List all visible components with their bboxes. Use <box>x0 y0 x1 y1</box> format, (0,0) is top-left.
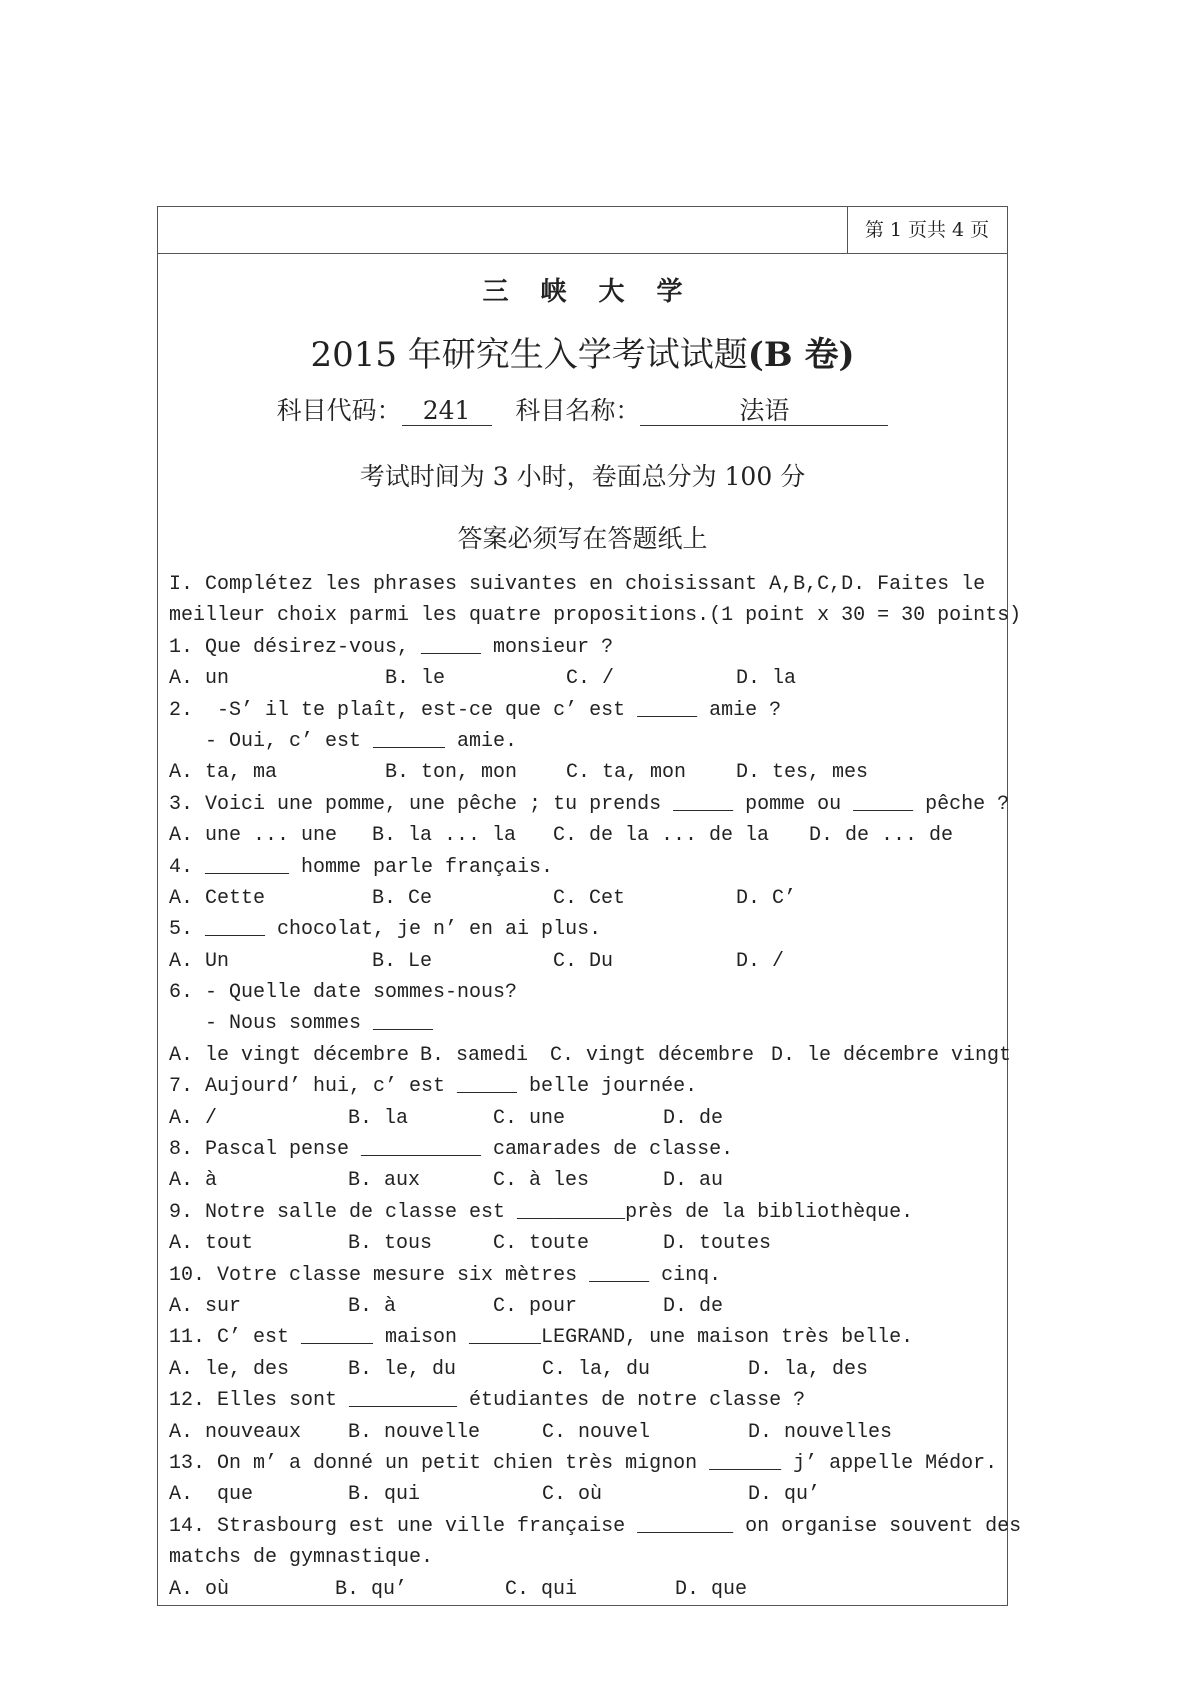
option-c: C. de la ... de la <box>553 824 770 848</box>
option-d: D. que <box>675 1577 748 1601</box>
options-row <box>169 1040 1012 1071</box>
option-c: C. la, du <box>542 1357 651 1381</box>
options-row <box>169 663 999 694</box>
question-line: 13. On m’ a donné un petit chien très mignon ______ j’ appelle Médor. <box>169 1451 998 1475</box>
university-char: 学 <box>656 277 683 307</box>
option-b: B. aux <box>348 1169 421 1193</box>
option-d: D. au <box>663 1169 724 1193</box>
option-a: A. où <box>169 1577 230 1601</box>
options-row <box>169 1417 999 1448</box>
option-c: C. toute <box>493 1232 590 1256</box>
option-b: B. la <box>348 1106 409 1130</box>
option-c: C. ta, mon <box>566 761 687 785</box>
question-line: 14. Strasbourg est une ville française ________ on organise souvent des <box>169 1514 1022 1538</box>
question-line: 2. -S’ il te plaît, est-ce que c’ est _____ amie ? <box>169 698 782 722</box>
question-line: 3. Voici une pomme, une pêche ; tu prends _____ pomme ou _____ pêche ? <box>169 792 1010 816</box>
question-line: 7. Aujourd’ hui, c’ est _____ belle journée. <box>169 1075 698 1099</box>
option-a: A. nouveaux <box>169 1420 302 1444</box>
exam-title-main: 2015 年研究生入学考试试题 <box>310 335 748 375</box>
options-row <box>169 757 999 788</box>
option-d: D. de <box>663 1106 724 1130</box>
question-line: 1. Que désirez-vous, _____ monsieur ? <box>169 635 614 659</box>
option-b: B. à <box>348 1294 397 1318</box>
page-number: 第 1 页共 4 页 <box>864 219 990 241</box>
option-a: A. une ... une <box>169 824 338 848</box>
question-line: 5. _____ chocolat, je n’ en ai plus. <box>169 918 602 942</box>
exam-title <box>158 327 1007 376</box>
answer-notice: 答案必须写在答题纸上 <box>457 524 708 553</box>
option-b: B. Ce <box>372 886 433 910</box>
question-line: 6. - Quelle date sommes-nous? <box>169 981 518 1005</box>
option-b: B. la ... la <box>372 824 517 848</box>
question-line: 4. _______ homme parle français. <box>169 855 554 879</box>
option-d: D. qu’ <box>748 1483 821 1507</box>
option-c: C. qui <box>505 1577 578 1601</box>
option-a: A. un <box>169 667 230 691</box>
question-line: 11. C’ est ______ maison ______LEGRAND, une maison très belle. <box>169 1326 914 1350</box>
option-b: B. Le <box>372 949 433 973</box>
option-d: D. de ... de <box>809 824 954 848</box>
question-line: 9. Notre salle de classe est _________près de la bibliothèque. <box>169 1200 914 1224</box>
options-row <box>169 946 999 977</box>
option-d: D. de <box>663 1294 724 1318</box>
option-c: C. / <box>566 667 615 691</box>
university-char: 峡 <box>540 277 567 307</box>
university-char: 大 <box>598 277 625 307</box>
subject-name: 法语 <box>640 397 888 426</box>
option-a: A. / <box>169 1106 218 1130</box>
subject-name-label: 科目名称： <box>515 396 641 425</box>
option-c: C. Du <box>553 949 614 973</box>
option-b: B. tous <box>348 1232 433 1256</box>
question-line: 10. Votre classe mesure six mètres _____ cinq. <box>169 1263 722 1287</box>
option-d: D. la, des <box>748 1357 869 1381</box>
university-name <box>158 271 1007 308</box>
option-c: C. à les <box>493 1169 590 1193</box>
option-c: C. Cet <box>553 886 626 910</box>
option-a: A. le, des <box>169 1357 290 1381</box>
option-d: D. tes, mes <box>736 761 869 785</box>
subject-code-label: 科目代码： <box>276 396 402 425</box>
exam-title-suffix: (B 卷) <box>747 335 855 375</box>
question-line: 8. Pascal pense __________ camarades de classe. <box>169 1138 734 1162</box>
question-section <box>169 569 1022 1605</box>
options-row <box>169 820 999 851</box>
option-b: B. qui <box>348 1483 421 1507</box>
options-row <box>169 1165 999 1196</box>
instruction-line: I. Complétez les phrases suivantes en choisissant A,B,C,D. Faites le <box>169 573 986 596</box>
option-a: A. à <box>169 1169 218 1193</box>
options-row <box>169 1103 999 1134</box>
options-row <box>169 1228 999 1259</box>
option-a: A. ta, ma <box>169 761 278 785</box>
option-b: B. le <box>385 667 446 691</box>
option-a: A. Un <box>169 949 230 973</box>
options-row <box>169 883 999 914</box>
option-d: D. nouvelles <box>748 1420 893 1444</box>
header-divider <box>158 253 1007 254</box>
instruction-line: meilleur choix parmi les quatre propositions.(1 point x 30 = 30 points) <box>169 604 1022 628</box>
option-b: B. samedi <box>420 1043 529 1067</box>
option-c: C. vingt décembre <box>550 1043 755 1067</box>
question-line: 12. Elles sont _________ étudiantes de notre classe ? <box>169 1389 806 1413</box>
option-b: B. ton, mon <box>385 761 518 785</box>
option-d: D. toutes <box>663 1232 772 1256</box>
option-d: D. C’ <box>736 886 797 910</box>
subject-code: 241 <box>402 397 492 426</box>
option-b: B. nouvelle <box>348 1420 481 1444</box>
option-c: C. une <box>493 1106 566 1130</box>
option-b: B. le, du <box>348 1357 457 1381</box>
exam-info: 考试时间为 3 小时，卷面总分为 100 分 <box>359 462 806 491</box>
option-a: A. tout <box>169 1232 254 1256</box>
question-line: matchs de gymnastique. <box>169 1546 434 1570</box>
option-d: D. / <box>736 949 785 973</box>
options-row <box>169 1479 999 1510</box>
option-c: C. nouvel <box>542 1420 651 1444</box>
option-c: C. où <box>542 1483 603 1507</box>
exam-page-frame <box>157 206 1022 1606</box>
option-d: D. la <box>736 667 797 691</box>
subject-line <box>158 391 1007 427</box>
options-row <box>169 1574 999 1605</box>
option-a: A. Cette <box>169 886 266 910</box>
option-a: A. le vingt décembre <box>169 1043 410 1067</box>
option-a: A. sur <box>169 1294 242 1318</box>
option-a: A. que <box>169 1483 254 1507</box>
question-line: - Nous sommes _____ <box>169 1012 434 1036</box>
question-line: - Oui, c’ est ______ amie. <box>169 729 518 753</box>
options-row <box>169 1354 999 1385</box>
options-row <box>169 1291 999 1322</box>
option-d: D. le décembre vingt <box>771 1043 1012 1067</box>
university-char: 三 <box>482 277 509 307</box>
option-c: C. pour <box>493 1294 578 1318</box>
option-b: B. qu’ <box>335 1577 408 1601</box>
